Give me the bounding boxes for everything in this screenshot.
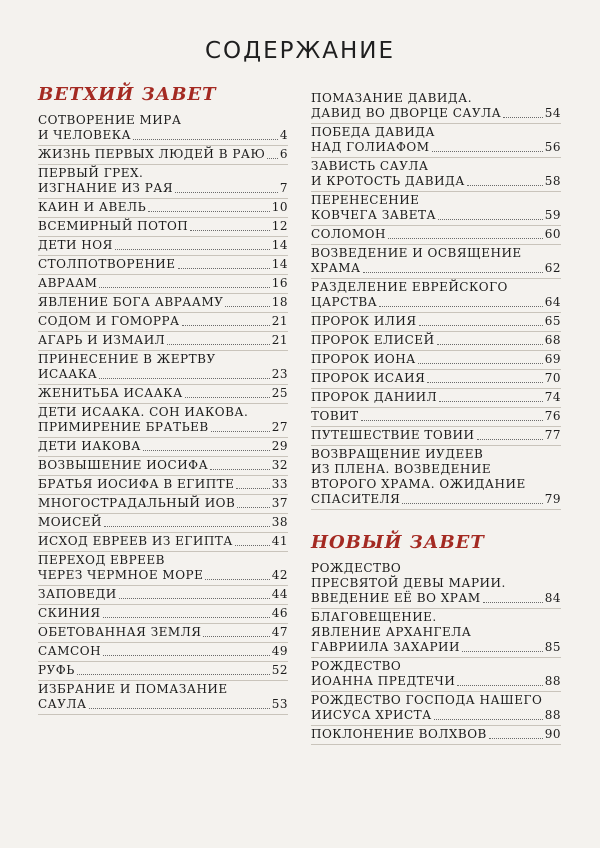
- toc-entry-title-line: МОИСЕЙ: [38, 515, 102, 529]
- dot-leader: [143, 450, 270, 451]
- toc-entry-last-line: [311, 390, 561, 405]
- dot-leader: [388, 238, 543, 239]
- section-heading-old-testament: ВЕТХИЙ ЗАВЕТ: [38, 84, 217, 105]
- toc-entry-title-line: ДЕТИ ИАКОВА: [38, 439, 141, 453]
- toc-entry-last-line: [38, 367, 288, 382]
- dot-leader: [235, 545, 270, 546]
- dot-leader: [361, 420, 543, 421]
- toc-entry-title-line: САУЛА: [38, 697, 87, 711]
- dot-leader: [462, 651, 543, 652]
- toc-entry-title-line: ИСААКА: [38, 367, 98, 381]
- dot-leader: [190, 230, 269, 231]
- dot-leader: [434, 719, 543, 720]
- toc-entry-last-line: [311, 371, 561, 386]
- dot-leader: [119, 598, 270, 599]
- toc-entry-title-line: ОБЕТОВАННАЯ ЗЕМЛЯ: [38, 625, 202, 639]
- toc-entry-title-line: ДАВИД ВО ДВОРЦЕ САУЛА: [311, 106, 502, 120]
- toc-entry-title-line: ПОМАЗАНИЕ ДАВИДА.: [311, 91, 473, 105]
- toc-entry-page-number: 85: [544, 640, 561, 654]
- toc-entry-title-line: ВСЕМИРНЫЙ ПОТОП: [38, 219, 189, 233]
- toc-entry-last-line: [38, 439, 288, 454]
- toc-entry-last-line: [38, 238, 288, 253]
- toc-entry-title-line: ГАВРИИЛА ЗАХАРИИ: [311, 640, 460, 654]
- dot-leader: [205, 579, 269, 580]
- section-heading-new-testament: НОВЫЙ ЗАВЕТ: [311, 532, 485, 553]
- toc-entry-title-line: ПЕРЕХОД ЕВРЕЕВ: [38, 553, 165, 567]
- toc-entry[interactable]: [38, 457, 288, 476]
- toc-entry[interactable]: [38, 514, 288, 533]
- toc-entry-title-line: ПРОРОК ИЛИЯ: [311, 314, 417, 328]
- toc-entry-title-line: ДЕТИ НОЯ: [38, 238, 113, 252]
- dot-leader: [210, 469, 270, 470]
- toc-entry[interactable]: [38, 351, 288, 385]
- toc-entry-title-line: СОТВОРЕНИЕ МИРА: [38, 113, 182, 127]
- toc-entry-page-number: 59: [544, 208, 561, 222]
- dot-leader: [99, 378, 270, 379]
- toc-entry-title-line: ИЗ ПЛЕНА. ВОЗВЕДЕНИЕ: [311, 462, 492, 476]
- toc-entry[interactable]: [311, 726, 561, 745]
- toc-entry[interactable]: [38, 643, 288, 662]
- toc-entry-page-number: 70: [544, 371, 561, 385]
- toc-entry[interactable]: [311, 408, 561, 427]
- dot-leader: [402, 503, 542, 504]
- toc-entry-page-number: 14: [271, 257, 288, 271]
- dot-leader: [467, 185, 543, 186]
- toc-entry-last-line: [38, 128, 288, 143]
- toc-entry-page-number: 33: [271, 477, 288, 491]
- toc-entry-last-line: [38, 587, 288, 602]
- toc-entry-last-line: [38, 568, 288, 583]
- dot-leader: [477, 439, 543, 440]
- toc-entry-last-line: [38, 386, 288, 401]
- toc-entry-page-number: 88: [544, 674, 561, 688]
- dot-leader: [483, 602, 543, 603]
- toc-entry-last-line: [38, 606, 288, 621]
- toc-list-new-testament: [311, 560, 561, 745]
- dot-leader: [133, 139, 278, 140]
- toc-entry-title-line: ЦАРСТВА: [311, 295, 378, 309]
- toc-entry-title-line: КАИН И АВЕЛЬ: [38, 200, 147, 214]
- toc-entry-page-number: 65: [544, 314, 561, 328]
- toc-entry-page-number: 52: [271, 663, 288, 677]
- toc-entry-last-line: [311, 106, 561, 121]
- dot-leader: [77, 674, 270, 675]
- toc-entry-title-line: РУФЬ: [38, 663, 75, 677]
- toc-entry[interactable]: [38, 624, 288, 643]
- toc-entry[interactable]: [311, 427, 561, 446]
- toc-entry-last-line: [311, 333, 561, 348]
- toc-entry-title-line: ПОКЛОНЕНИЕ ВОЛХВОВ: [311, 727, 487, 741]
- toc-entry-last-line: [311, 708, 561, 723]
- toc-entry-last-line: [38, 420, 288, 435]
- dot-leader: [379, 306, 543, 307]
- toc-entry[interactable]: [38, 199, 288, 218]
- toc-entry-title-line: РОЖДЕСТВО ГОСПОДА НАШЕГО: [311, 693, 543, 707]
- toc-entry-title-line: ТОВИТ: [311, 409, 359, 423]
- toc-entry-title-line: ЗАПОВЕДИ: [38, 587, 117, 601]
- toc-entry[interactable]: [38, 495, 288, 514]
- toc-entry[interactable]: [311, 446, 561, 510]
- dot-leader: [175, 192, 278, 193]
- toc-entry-last-line: [311, 674, 561, 689]
- section-gap: [311, 510, 561, 532]
- dot-leader: [89, 708, 270, 709]
- toc-entry[interactable]: [38, 586, 288, 605]
- dot-leader: [439, 401, 543, 402]
- toc-entry-last-line: [311, 140, 561, 155]
- toc-entry-title-line: ПРОРОК ИОНА: [311, 352, 416, 366]
- toc-entry-title-line: ЖЕНИТЬБА ИСААКА: [38, 386, 183, 400]
- toc-list-old-testament: [38, 112, 288, 715]
- toc-entry[interactable]: [38, 275, 288, 294]
- dot-leader: [103, 655, 270, 656]
- toc-entry-last-line: [311, 428, 561, 443]
- toc-entry[interactable]: [311, 351, 561, 370]
- toc-entry[interactable]: [38, 218, 288, 237]
- toc-entry-page-number: 4: [279, 128, 288, 142]
- page-title: СОДЕРЖАНИЕ: [204, 38, 396, 64]
- toc-entry-title-line: ПРОРОК ДАНИИЛ: [311, 390, 438, 404]
- toc-entry-page-number: 77: [544, 428, 561, 442]
- toc-entry-last-line: [38, 257, 288, 272]
- toc-entry-page-number: 16: [271, 276, 288, 290]
- toc-entry-title-line: БРАТЬЯ ИОСИФА В ЕГИПТЕ: [38, 477, 235, 491]
- toc-entry[interactable]: [311, 245, 561, 279]
- toc-entry[interactable]: [38, 681, 288, 715]
- toc-entry-last-line: [38, 181, 288, 196]
- toc-entry[interactable]: [38, 165, 288, 199]
- toc-entry[interactable]: [311, 226, 561, 245]
- dot-leader: [115, 249, 270, 250]
- toc-column-left: [38, 84, 288, 715]
- toc-entry-page-number: 27: [271, 420, 288, 434]
- toc-entry-last-line: [38, 333, 288, 348]
- toc-entry[interactable]: [311, 313, 561, 332]
- toc-entry-title-line: ВТОРОГО ХРАМА. ОЖИДАНИЕ: [311, 477, 526, 491]
- toc-entry-last-line: [311, 409, 561, 424]
- toc-entry-page-number: 88: [544, 708, 561, 722]
- toc-entry-title-line: ПЕРЕНЕСЕНИЕ: [311, 193, 420, 207]
- dot-leader: [185, 397, 270, 398]
- toc-entry-page-number: 10: [271, 200, 288, 214]
- toc-entry[interactable]: [311, 692, 561, 726]
- toc-entry-title-line: КОВЧЕГА ЗАВЕТА: [311, 208, 437, 222]
- toc-entry-title-line: И ЧЕЛОВЕКА: [38, 128, 132, 142]
- toc-entry-title-line: ПРИМИРЕНИЕ БРАТЬЕВ: [38, 420, 209, 434]
- toc-entry-page-number: 68: [544, 333, 561, 347]
- toc-entry[interactable]: [38, 662, 288, 681]
- dot-leader: [99, 287, 269, 288]
- toc-entry-page-number: 38: [271, 515, 288, 529]
- toc-entry-title-line: ИИСУСА ХРИСТА: [311, 708, 432, 722]
- toc-entry-last-line: [38, 276, 288, 291]
- dot-leader: [419, 325, 543, 326]
- dot-leader: [236, 488, 269, 489]
- toc-entry-page-number: 21: [271, 333, 288, 347]
- toc-entry-page-number: 42: [271, 568, 288, 582]
- toc-entry-page-number: 64: [544, 295, 561, 309]
- toc-entry-last-line: [38, 314, 288, 329]
- toc-entry[interactable]: [38, 533, 288, 552]
- toc-entry-last-line: [38, 644, 288, 659]
- toc-entry-title-line: СОДОМ И ГОМОРРА: [38, 314, 180, 328]
- toc-entry-title-line: СПАСИТЕЛЯ: [311, 492, 401, 506]
- toc-entry-page-number: 46: [271, 606, 288, 620]
- toc-entry-title-line: РОЖДЕСТВО: [311, 659, 402, 673]
- toc-entry-last-line: [311, 208, 561, 223]
- toc-entry-last-line: [38, 477, 288, 492]
- dot-leader: [203, 636, 269, 637]
- dot-leader: [427, 382, 542, 383]
- dot-leader: [237, 507, 269, 508]
- toc-entry[interactable]: [38, 605, 288, 624]
- toc-entry-page-number: 7: [279, 181, 288, 195]
- toc-column-right: [311, 90, 561, 745]
- toc-entry[interactable]: [311, 158, 561, 192]
- dot-leader: [457, 685, 542, 686]
- toc-entry[interactable]: [311, 279, 561, 313]
- toc-entry[interactable]: [38, 385, 288, 404]
- toc-entry-page-number: 54: [544, 106, 561, 120]
- toc-entry-title-line: ВОЗВРАЩЕНИЕ ИУДЕЕВ: [311, 447, 484, 461]
- toc-entry-title-line: ПОБЕДА ДАВИДА: [311, 125, 436, 139]
- toc-entry-page-number: 76: [544, 409, 561, 423]
- toc-entry-page-number: 41: [271, 534, 288, 548]
- toc-entry-title-line: ПРОРОК ЕЛИСЕЙ: [311, 333, 435, 347]
- toc-entry-title-line: ЯВЛЕНИЕ АРХАНГЕЛА: [311, 625, 472, 639]
- toc-entry-last-line: [38, 663, 288, 678]
- toc-entry-title-line: АГАРЬ И ИЗМАИЛ: [38, 333, 166, 347]
- toc-entry[interactable]: [38, 294, 288, 313]
- dot-leader: [418, 363, 543, 364]
- toc-entry-title-line: НАД ГОЛИАФОМ: [311, 140, 430, 154]
- toc-entry[interactable]: [311, 560, 561, 609]
- toc-entry-page-number: 21: [271, 314, 288, 328]
- toc-entry[interactable]: [311, 124, 561, 158]
- toc-entry-title-line: РОЖДЕСТВО: [311, 561, 402, 575]
- toc-entry-last-line: [38, 534, 288, 549]
- dot-leader: [178, 268, 270, 269]
- toc-entry-last-line: [38, 200, 288, 215]
- dot-leader: [489, 738, 543, 739]
- dot-leader: [438, 219, 543, 220]
- toc-entry-title-line: ПРОРОК ИСАИЯ: [311, 371, 426, 385]
- toc-entry-last-line: [311, 352, 561, 367]
- toc-entry-title-line: ЖИЗНЬ ПЕРВЫХ ЛЮДЕЙ В РАЮ: [38, 147, 266, 161]
- toc-entry-title-line: И КРОТОСТЬ ДАВИДА: [311, 174, 465, 188]
- toc-entry-title-line: ИЗБРАНИЕ И ПОМАЗАНИЕ: [38, 682, 228, 696]
- dot-leader: [104, 526, 270, 527]
- toc-entry-title-line: ПРЕСВЯТОЙ ДЕВЫ МАРИИ.: [311, 576, 506, 590]
- toc-entry-title-line: ЗАВИСТЬ САУЛА: [311, 159, 429, 173]
- toc-entry-page-number: 23: [271, 367, 288, 381]
- toc-entry[interactable]: [38, 313, 288, 332]
- toc-entry-title-line: ВВЕДЕНИЕ ЕЁ ВО ХРАМ: [311, 591, 481, 605]
- toc-entry-title-line: СКИНИЯ: [38, 606, 101, 620]
- toc-entry-page-number: 12: [271, 219, 288, 233]
- toc-entry-page-number: 90: [544, 727, 561, 741]
- toc-entry-page-number: 58: [544, 174, 561, 188]
- toc-entry-last-line: [38, 295, 288, 310]
- toc-entry-title-line: СТОЛПОТВОРЕНИЕ: [38, 257, 176, 271]
- toc-entry-last-line: [311, 227, 561, 242]
- dot-leader: [363, 272, 543, 273]
- toc-entry-last-line: [38, 625, 288, 640]
- toc-entry-page-number: 60: [544, 227, 561, 241]
- toc-entry-last-line: [38, 697, 288, 712]
- toc-entry-last-line: [311, 261, 561, 276]
- toc-entry[interactable]: [38, 332, 288, 351]
- toc-entry-title-line: ИОАННА ПРЕДТЕЧИ: [311, 674, 456, 688]
- toc-entry-last-line: [311, 295, 561, 310]
- toc-entry-title-line: ЯВЛЕНИЕ БОГА АВРААМУ: [38, 295, 224, 309]
- toc-entry[interactable]: [38, 146, 288, 165]
- toc-entry-last-line: [38, 515, 288, 530]
- toc-entry-title-line: ПРИНЕСЕНИЕ В ЖЕРТВУ: [38, 352, 216, 366]
- toc-entry[interactable]: [38, 404, 288, 438]
- toc-entry-page-number: 29: [271, 439, 288, 453]
- toc-list-old-testament-cont: [311, 90, 561, 510]
- dot-leader: [182, 325, 270, 326]
- toc-entry-last-line: [311, 727, 561, 742]
- toc-entry[interactable]: [311, 332, 561, 351]
- toc-entry-title-line: ДЕТИ ИСААКА. СОН ИАКОВА.: [38, 405, 249, 419]
- toc-entry-last-line: [311, 591, 561, 606]
- toc-entry-title-line: ПЕРВЫЙ ГРЕХ.: [38, 166, 144, 180]
- toc-entry[interactable]: [311, 192, 561, 226]
- toc-entry-last-line: [38, 219, 288, 234]
- toc-entry-title-line: ИСХОД ЕВРЕЕВ ИЗ ЕГИПТА: [38, 534, 233, 548]
- toc-entry[interactable]: [311, 389, 561, 408]
- dot-leader: [103, 617, 270, 618]
- toc-entry-page-number: 25: [271, 386, 288, 400]
- toc-entry-last-line: [311, 640, 561, 655]
- toc-entry-title-line: ЧЕРЕЗ ЧЕРМНОЕ МОРЕ: [38, 568, 204, 582]
- toc-entry-title-line: МНОГОСТРАДАЛЬНЫЙ ИОВ: [38, 496, 236, 510]
- dot-leader: [211, 431, 270, 432]
- toc-entry-page-number: 69: [544, 352, 561, 366]
- toc-entry[interactable]: [311, 370, 561, 389]
- toc-entry-page-number: 14: [271, 238, 288, 252]
- toc-entry-last-line: [38, 147, 288, 162]
- toc-entry-title-line: АВРААМ: [38, 276, 98, 290]
- toc-entry-page-number: 47: [271, 625, 288, 639]
- toc-entry[interactable]: [38, 552, 288, 586]
- toc-entry-page-number: 32: [271, 458, 288, 472]
- dot-leader: [148, 211, 270, 212]
- toc-entry[interactable]: [311, 609, 561, 658]
- toc-entry-title-line: ВОЗВЕДЕНИЕ И ОСВЯЩЕНИЕ: [311, 246, 522, 260]
- toc-entry-page-number: 53: [271, 697, 288, 711]
- toc-entry-title-line: ВОЗВЫШЕНИЕ ИОСИФА: [38, 458, 209, 472]
- toc-entry-title-line: САМСОН: [38, 644, 102, 658]
- toc-entry-page-number: 49: [271, 644, 288, 658]
- toc-entry[interactable]: [311, 658, 561, 692]
- toc-entry-page-number: 18: [271, 295, 288, 309]
- toc-entry-page-number: 37: [271, 496, 288, 510]
- toc-entry-page-number: 62: [544, 261, 561, 275]
- toc-entry[interactable]: [38, 438, 288, 457]
- dot-leader: [432, 151, 543, 152]
- toc-entry[interactable]: [311, 90, 561, 124]
- toc-entry[interactable]: [38, 112, 288, 146]
- dot-leader: [225, 306, 269, 307]
- dot-leader: [267, 158, 278, 159]
- toc-entry-last-line: [311, 492, 561, 507]
- toc-entry-title-line: ПУТЕШЕСТВИЕ ТОВИИ: [311, 428, 475, 442]
- toc-entry-page-number: 6: [279, 147, 288, 161]
- toc-entry-last-line: [38, 458, 288, 473]
- dot-leader: [437, 344, 543, 345]
- toc-entry-page-number: 79: [544, 492, 561, 506]
- toc-entry-title-line: ИЗГНАНИЕ ИЗ РАЯ: [38, 181, 174, 195]
- toc-entry-page-number: 56: [544, 140, 561, 154]
- toc-entry-last-line: [311, 314, 561, 329]
- toc-entry-title-line: ХРАМА: [311, 261, 361, 275]
- dot-leader: [167, 344, 270, 345]
- toc-entry-last-line: [38, 496, 288, 511]
- toc-entry-title-line: РАЗДЕЛЕНИЕ ЕВРЕЙСКОГО: [311, 280, 508, 294]
- toc-entry[interactable]: [38, 256, 288, 275]
- toc-entry[interactable]: [38, 476, 288, 495]
- toc-entry-page-number: 74: [544, 390, 561, 404]
- toc-entry-title-line: СОЛОМОН: [311, 227, 386, 241]
- toc-entry-last-line: [311, 174, 561, 189]
- toc-entry-page-number: 44: [271, 587, 288, 601]
- toc-entry-page-number: 84: [544, 591, 561, 605]
- dot-leader: [503, 117, 542, 118]
- toc-entry-title-line: БЛАГОВЕЩЕНИЕ.: [311, 610, 437, 624]
- toc-entry[interactable]: [38, 237, 288, 256]
